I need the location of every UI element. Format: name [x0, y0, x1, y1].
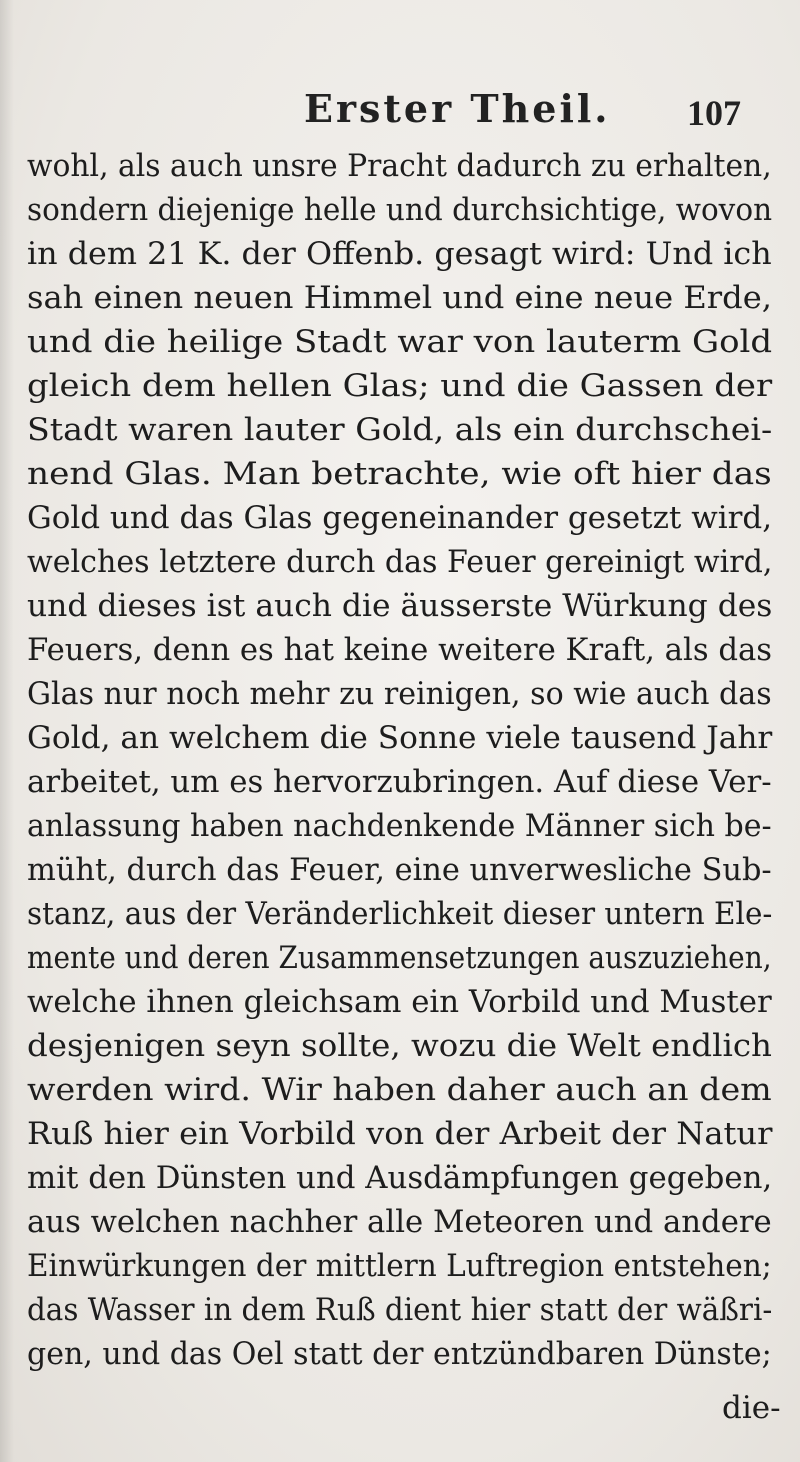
text-line: Stadt waren lauter Gold, als ein durchschei- — [27, 412, 773, 448]
text-line: Gold, an welchem die Sonne viele tausend Jahr — [27, 720, 773, 756]
page-number: 107 — [687, 93, 741, 133]
text-line: aus welchen nachher alle Meteoren und andere — [27, 1204, 772, 1240]
text-line: müht, durch das Feuer, eine unverwesliche Sub- — [27, 852, 772, 888]
text-line: nend Glas. Man betrachte, wie oft hier das — [27, 456, 772, 492]
text-line: sondern diejenige helle und durchsichtige, wovon — [27, 192, 773, 228]
text-line: Feuers, denn es hat keine weitere Kraft, als das — [27, 632, 773, 668]
page-header — [0, 86, 800, 136]
running-head: Erster Theil. — [304, 86, 611, 131]
text-line: und dieses ist auch die äusserste Würkung des — [27, 588, 773, 624]
text-line: mit den Dünsten und Ausdämpfungen gegeben, — [27, 1160, 773, 1196]
text-line: wohl, als auch unsre Pracht dadurch zu erhalten, — [27, 148, 772, 184]
text-line: arbeitet, um es hervorzubringen. Auf diese Ver- — [27, 764, 772, 800]
text-line: gleich dem hellen Glas; und die Gassen der — [27, 368, 773, 404]
text-line: welches letztere durch das Feuer gereinigt wird, — [27, 544, 773, 580]
text-line: Einwürkungen der mittlern Luftregion entstehen; — [27, 1248, 772, 1284]
text-line: stanz, aus der Veränderlichkeit dieser untern Ele- — [27, 896, 773, 932]
text-line: in dem 21 K. der Offenb. gesagt wird: Und ich — [27, 236, 772, 272]
text-line: das Wasser in dem Ruß dient hier statt der wäßri- — [27, 1292, 773, 1328]
catchword: die- — [722, 1390, 781, 1426]
text-line: Gold und das Glas gegeneinander gesetzt wird, — [27, 500, 773, 536]
text-line: mente und deren Zusammensetzungen auszuziehen, — [27, 940, 772, 976]
text-line: welche ihnen gleichsam ein Vorbild und Muster — [27, 984, 772, 1020]
text-line: desjenigen seyn sollte, wozu die Welt endlich — [27, 1028, 772, 1064]
text-line: anlassung haben nachdenkende Männer sich be- — [27, 808, 772, 844]
text-line: Ruß hier ein Vorbild von der Arbeit der Natur — [27, 1116, 773, 1152]
text-line: werden wird. Wir haben daher auch an dem — [27, 1072, 772, 1108]
text-line: und die heilige Stadt war von lauterm Gold — [27, 324, 773, 360]
body-text — [0, 146, 800, 1446]
text-line: gen, und das Oel statt der entzündbaren Dünste; — [27, 1336, 772, 1372]
text-line: sah einen neuen Himmel und eine neue Erde, — [27, 280, 772, 316]
text-line: Glas nur noch mehr zu reinigen, so wie auch das — [27, 676, 772, 712]
